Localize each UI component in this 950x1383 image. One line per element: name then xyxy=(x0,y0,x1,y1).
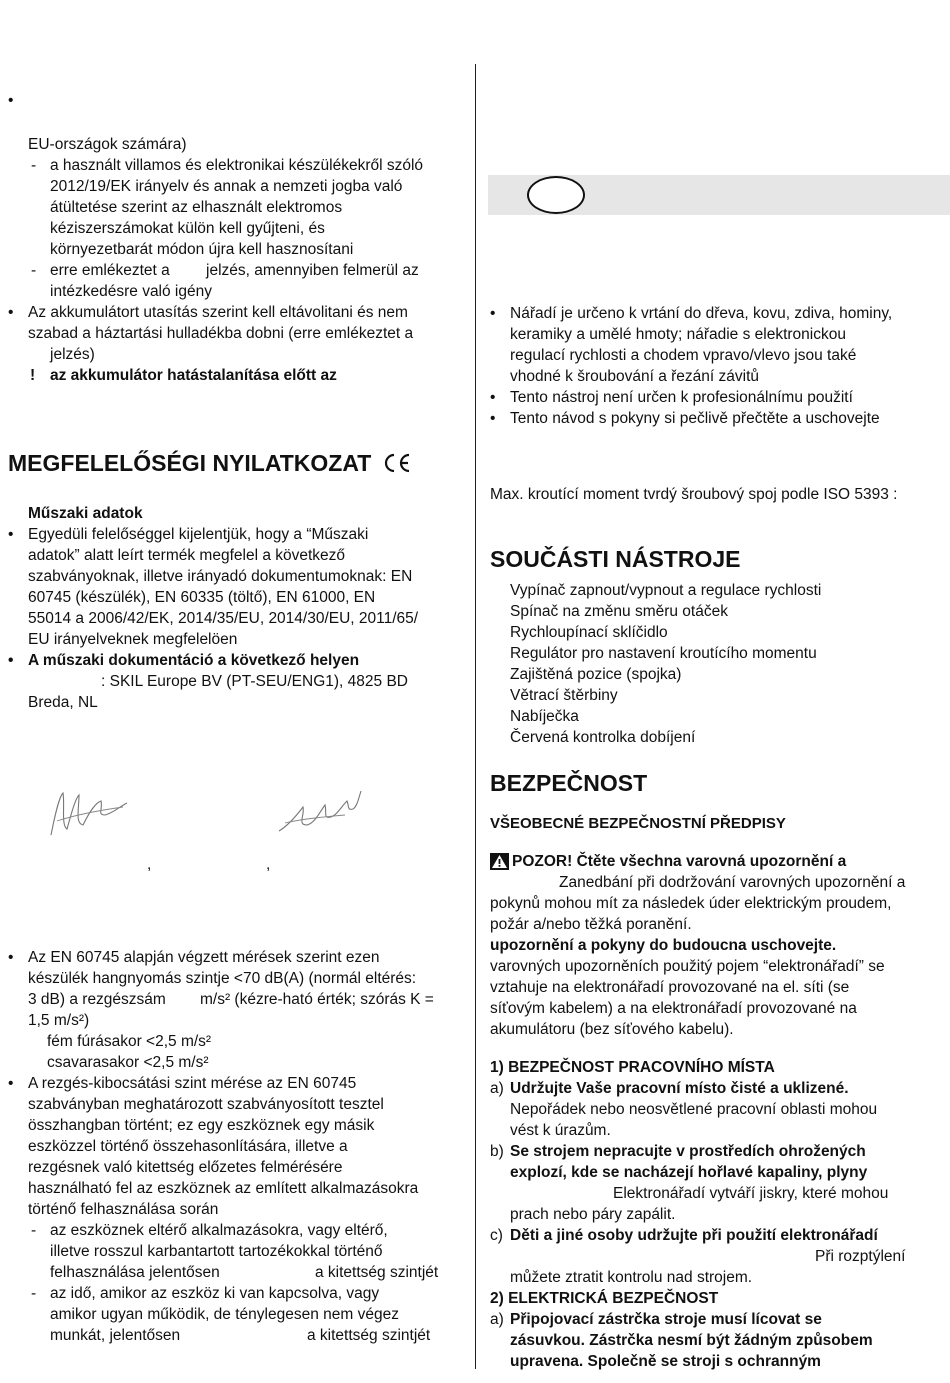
column-divider xyxy=(475,64,476,1369)
parts-title: SOUČÁSTI NÁSTROJE xyxy=(490,546,741,572)
torque-line: Max. kroutící moment tvrdý šroubový spoj podle ISO 5393 : xyxy=(490,486,898,503)
warning-triangle-icon xyxy=(490,853,509,875)
list-item: Větrací štěrbiny xyxy=(510,687,618,704)
list-item: Nabíječka xyxy=(510,708,579,725)
language-oval-icon xyxy=(527,176,585,214)
conformity-title: MEGFELELŐSÉGI NYILATKOZAT xyxy=(8,450,412,479)
safety-title: BEZPEČNOST xyxy=(490,770,648,796)
list-item: Regulátor pro nastavení kroutícího momentu xyxy=(510,645,817,662)
work-area-title: 1) BEZPEČNOST PRACOVNÍHO MÍSTA xyxy=(490,1059,775,1076)
list-item: Spínač na změnu směru otáček xyxy=(510,603,728,620)
list-item: Zajištěná pozice (spojka) xyxy=(510,666,682,683)
list-item: Červená kontrolka dobíjení xyxy=(510,729,696,746)
signature-image xyxy=(45,785,135,845)
electrical-title: 2) ELEKTRICKÁ BEZPEČNOST xyxy=(490,1290,719,1307)
list-item: Vypínač zapnout/vypnout a regulace rychlosti xyxy=(510,582,822,599)
general-safety-title: VŠEOBECNÉ BEZPEČNOSTNÍ PŘEDPISY xyxy=(490,815,786,832)
intro-bullet: • xyxy=(8,92,14,109)
ce-mark-icon xyxy=(382,452,412,479)
tech-data-label: Műszaki adatok xyxy=(28,505,143,522)
signature-image xyxy=(275,785,365,845)
list-item: Rychloupínací sklíčidlo xyxy=(510,624,668,641)
